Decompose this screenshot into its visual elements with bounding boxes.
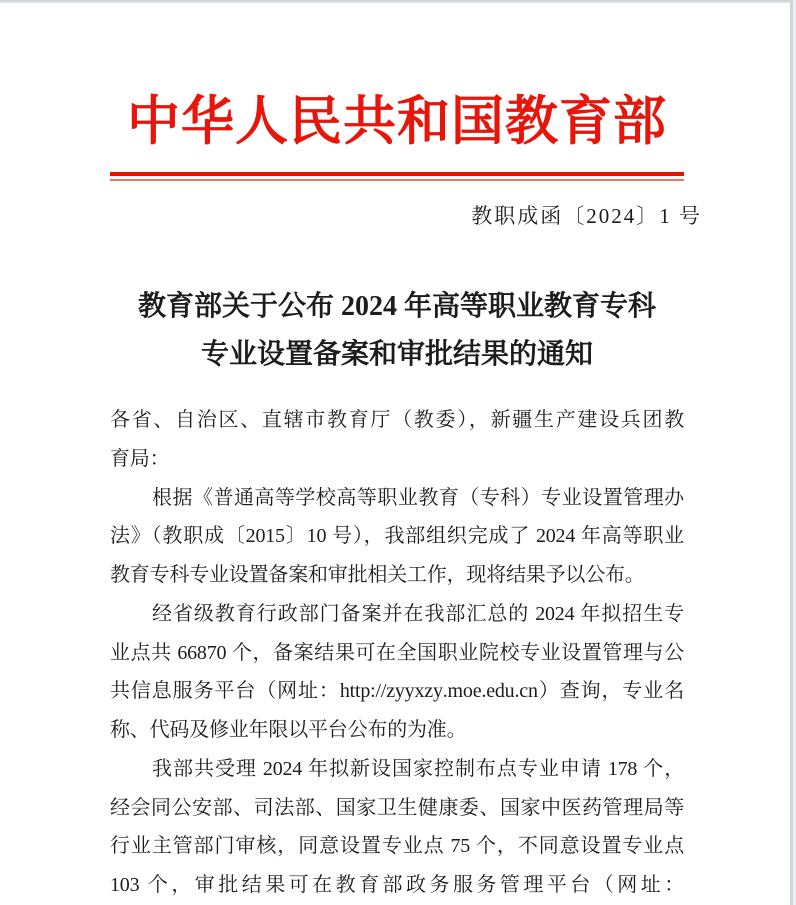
document-title — [90, 283, 704, 379]
body-line: 各省、自治区、直辖市教育厅（教委），新疆生产建设兵团教 — [110, 409, 684, 431]
body-line: 我部共受理 2024 年拟新设国家控制布点专业申请 178 个， — [152, 757, 684, 780]
letterhead-title: 中华人民共和国教育部 — [127, 93, 667, 151]
document-title-line-2: 专业设置备案和审批结果的通知 — [200, 339, 593, 370]
document-title-line-1: 教育部关于公布 2024 年高等职业教育专科 — [137, 291, 656, 322]
letterhead-rule-thin — [110, 179, 684, 181]
body-line: 根据《普通高等学校高等职业教育（专科）专业设置管理办 — [152, 486, 684, 509]
body-line: 经省级教育行政部门备案并在我部汇总的 2024 年拟招生专 — [152, 602, 684, 625]
body-line: 业点共 66870 个，备案结果可在全国职业院校专业设置管理与公 — [110, 641, 684, 664]
document-body — [110, 401, 684, 905]
page-edge-right — [790, 0, 793, 905]
body-line: 教育专科专业设置备案和审批相关工作，现将结果予以公布。 — [110, 564, 645, 586]
body-line: 法》（教职成〔2015〕10 号），我部组织完成了 2024 年高等职业 — [110, 525, 684, 548]
page-edge-top — [0, 0, 796, 3]
body-line: 共信息服务平台（网址：http://zyyxzy.moe.edu.cn）查询，专业名 — [110, 680, 684, 703]
doc-number: 教职成函〔2024〕1 号 — [471, 204, 702, 228]
letterhead-rule — [110, 172, 684, 176]
body-line: 行业主管部门审核，同意设置专业点 75 个，不同意设置专业点 — [110, 835, 684, 858]
body-line: 称、代码及修业年限以平台公布的为准。 — [110, 719, 467, 741]
body-line: 育局： — [110, 447, 170, 470]
body-line: 经会同公安部、司法部、国家卫生健康委、国家中医药管理局等 — [110, 796, 684, 819]
body-line: 103 个，审批结果可在教育部政务服务管理平台（网址： — [110, 874, 684, 896]
